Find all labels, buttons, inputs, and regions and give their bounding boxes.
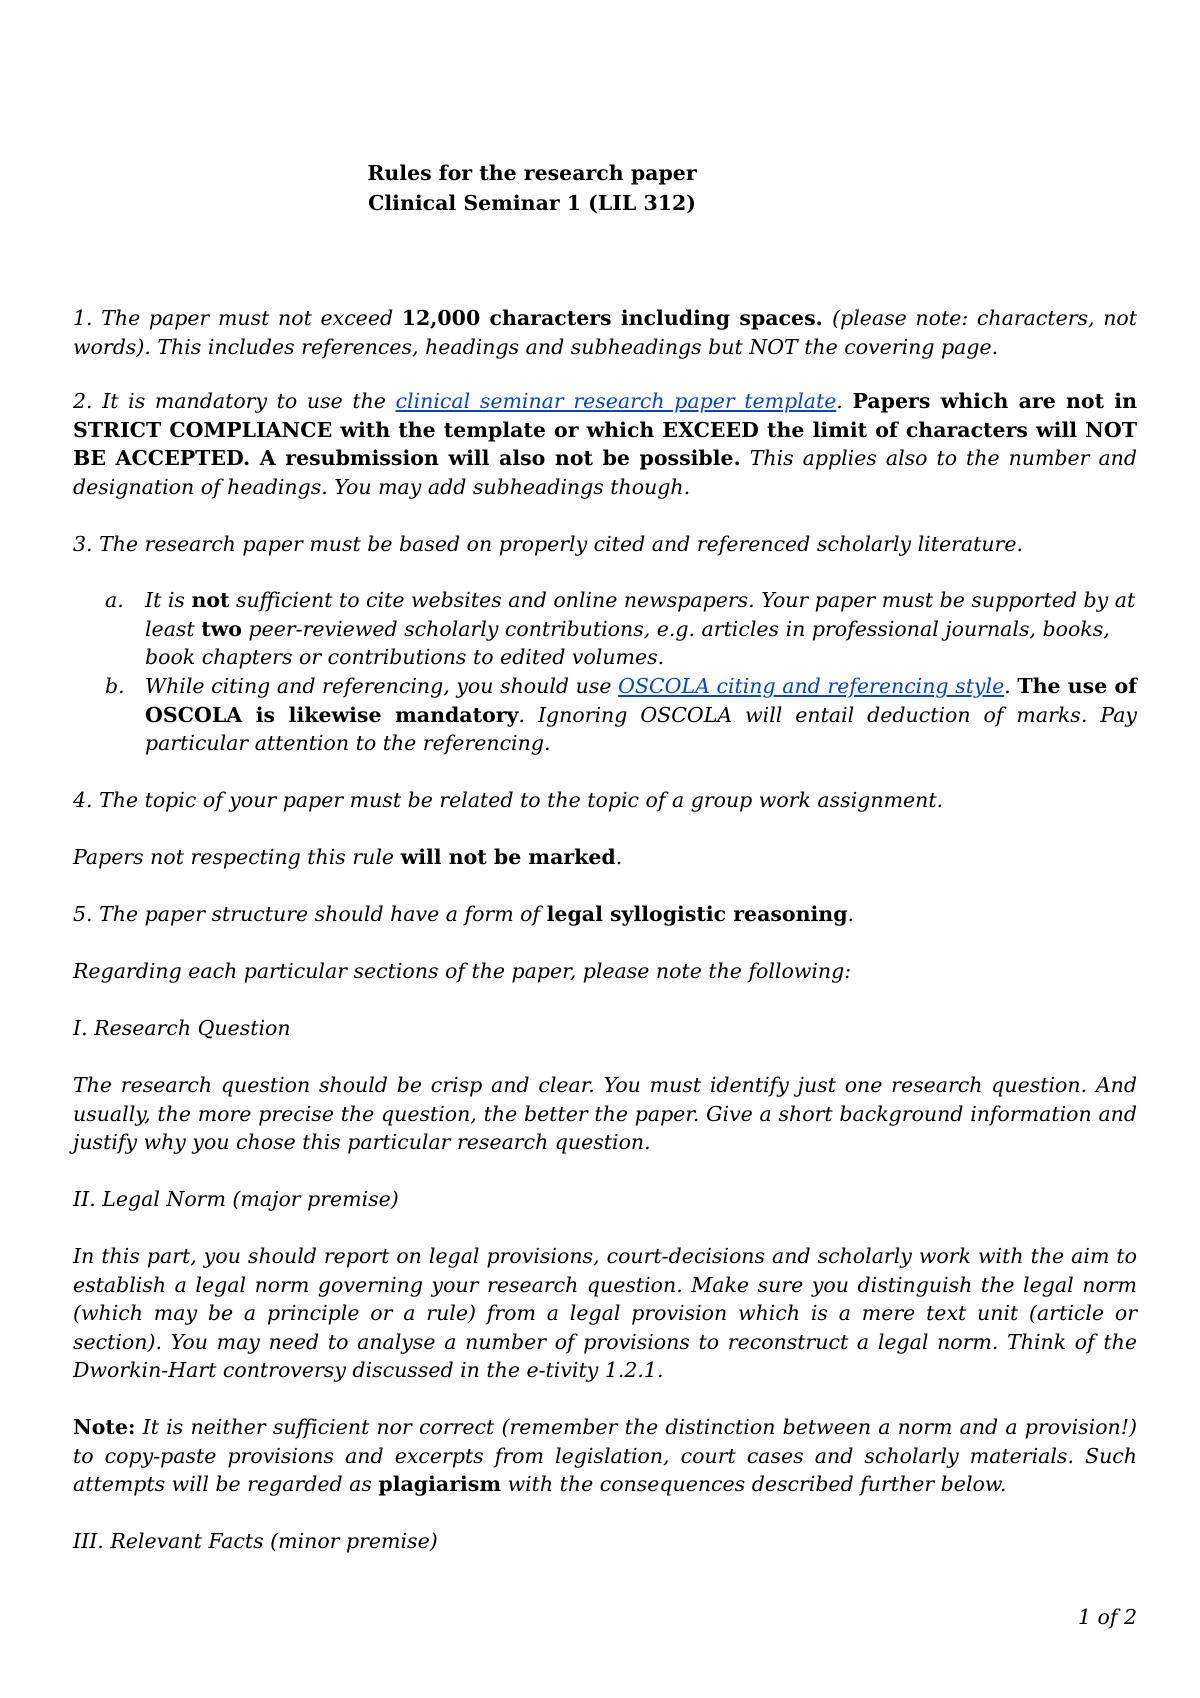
rule-1: 1. The paper must not exceed 12,000 characters including spaces. (please note: characters, not words). This includes references, headings and subheadings but NOT the covering page. xyxy=(73,306,1137,359)
rule-3: 3. The research paper must be based on properly cited and referenced scholarly literature. xyxy=(73,532,1023,556)
section-3-heading: III. Relevant Facts (minor premise) xyxy=(73,1529,438,1553)
section-2-body: In this part, you should report on legal provisions, court-decisions and scholarly work with the aim to establish a legal norm governing your research question. Make sure you distinguish the legal norm (which may be a principle or a rule) from a legal provision which is a mere text unit (article or section). You may need to analyse a number of provisions to reconstruct a legal norm. Think of the Dworkin-Hart controversy discussed in the e-tivity 1.2.1. xyxy=(73,1244,1137,1382)
section-2-heading: II. Legal Norm (major premise) xyxy=(73,1187,399,1211)
template-link[interactable]: clinical seminar research paper template xyxy=(395,389,837,413)
rule-4: 4. The topic of your paper must be related to the topic of a group work assignment. xyxy=(73,788,944,812)
list-item: a. It is not sufficient to cite websites and online newspapers. Your paper must be supported by at least two peer-reviewed scholarly contributions, e.g. articles in professional journals, books, book chapters or contributions to edited volumes. xyxy=(105,588,1136,669)
section-1-heading: I. Research Question xyxy=(73,1016,291,1040)
rule-2: 2. It is mandatory to use the clinical seminar research paper template. Papers which are not in STRICT COMPLIANCE with the template or which EXCEED the limit of characters will NOT BE ACCEPTED. A resubmission will also not be possible. This applies also to the number and designation of headings. You may add subheadings though. xyxy=(73,389,1137,499)
oscola-link[interactable]: OSCOLA citing and referencing style xyxy=(618,674,1005,698)
rule-5: 5. The paper structure should have a form of legal syllogistic reasoning. xyxy=(73,902,855,926)
document-title xyxy=(0,158,1064,218)
sections-intro: Regarding each particular sections of the paper, please note the following: xyxy=(73,959,852,983)
page-number: 1 of 2 xyxy=(1077,1605,1137,1629)
list-item: b. While citing and referencing, you should use OSCOLA citing and referencing style. The use of OSCOLA is likewise mandatory. Ignoring OSCOLA will entail deduction of marks. Pay particular attention to the referencing. xyxy=(105,674,1137,755)
rule-4-note: Papers not respecting this rule will not be marked. xyxy=(73,845,623,869)
title-line-1: Rules for the research paper xyxy=(367,161,697,185)
section-1-body: The research question should be crisp and clear. You must identify just one research question. And usually, the more precise the question, the better the paper. Give a short background information and justify why you chose this particular research question. xyxy=(73,1073,1137,1154)
title-line-2: Clinical Seminar 1 (LIL 312) xyxy=(368,191,696,215)
section-2-note: Note: It is neither sufficient nor correct (remember the distinction between a norm and a provision!) to copy-paste provisions and excerpts from legislation, court cases and scholarly materials. Such attempts will be regarded as plagiarism with the consequences described further below. xyxy=(73,1415,1137,1496)
